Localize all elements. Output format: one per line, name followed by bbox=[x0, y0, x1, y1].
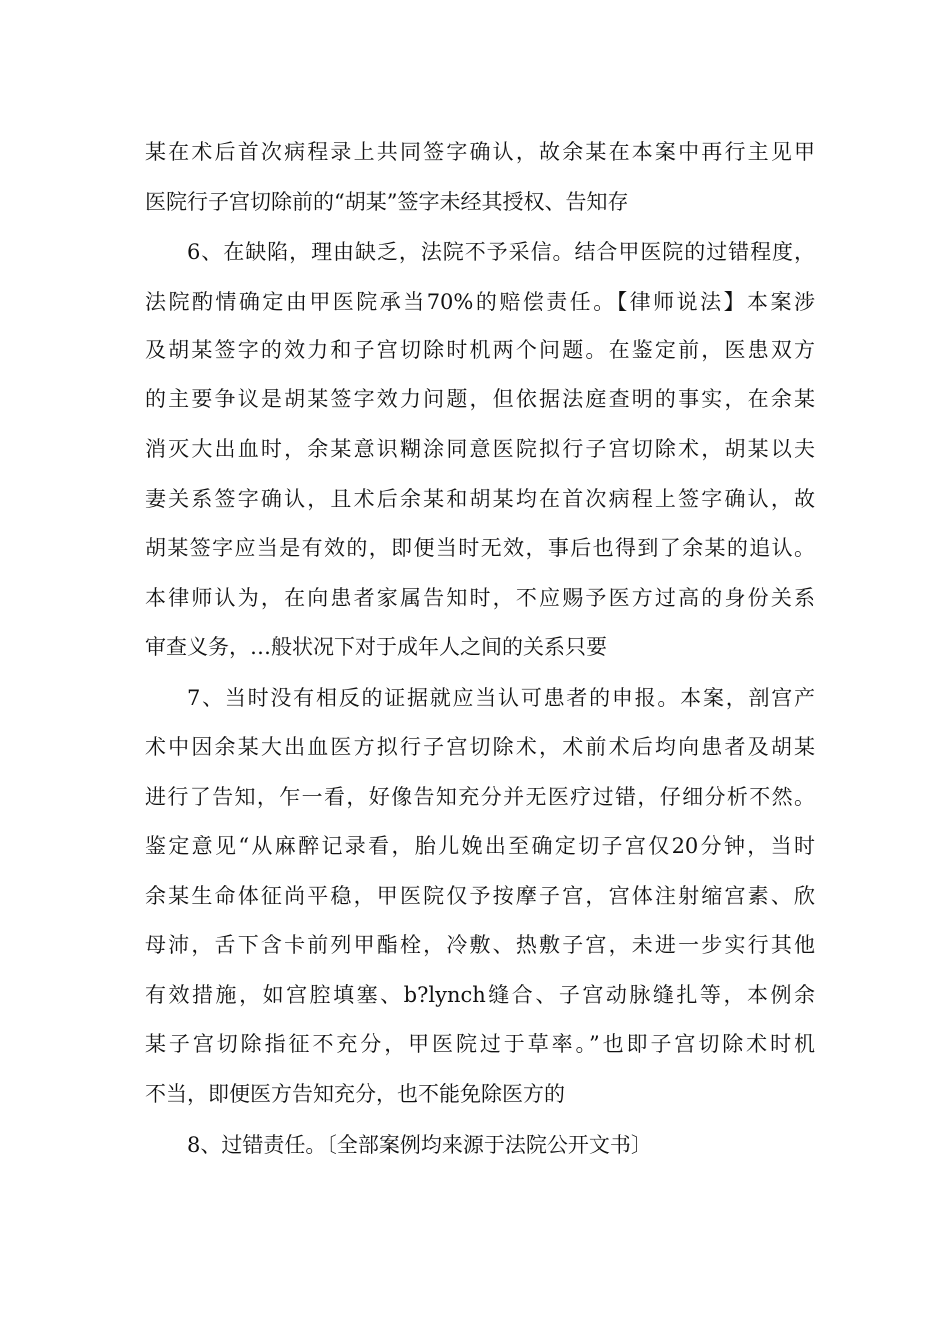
text-line: 某在术后首次病程录上共同签字确认，故余某在本案中再行主见甲 bbox=[145, 140, 815, 164]
text-line: 8、过错责任。〔全部案例均来源于法院公开文书〕 bbox=[187, 1133, 652, 1157]
text-line: 鉴定意见“从麻醉记录看，胎儿娩出至确定切子宫仅20分钟，当时 bbox=[145, 834, 815, 858]
text-line: 本律师认为，在向患者家属告知时，不应赐予医方过高的身份关系 bbox=[145, 586, 815, 610]
text-line: 法院酌情确定由甲医院承当70%的赔偿责任。【律师说法】本案涉 bbox=[145, 290, 815, 314]
text-line: 审查义务，…般状况下对于成年人之间的关系只要 bbox=[145, 635, 607, 659]
text-line: 胡某签字应当是有效的，即便当时无效，事后也得到了余某的追认。 bbox=[145, 536, 815, 560]
text-line: 的主要争议是胡某签字效力问题，但依据法庭查明的事实，在余某 bbox=[145, 387, 815, 411]
text-line: 某子宫切除指征不充分，甲医院过于草率。”也即子宫切除术时机 bbox=[145, 1032, 815, 1056]
text-line: 有效措施，如宫腔填塞、b?lynch缝合、子宫动脉缝扎等，本例余 bbox=[145, 983, 815, 1007]
text-line: 6、在缺陷，理由缺乏，法院不予采信。结合甲医院的过错程度， bbox=[187, 240, 815, 264]
text-line: 进行了告知，乍一看，好像告知充分并无医疗过错，仔细分析不然。 bbox=[145, 785, 815, 809]
text-line: 消灭大出血时，余某意识糊涂同意医院拟行子宫切除术，胡某以夫 bbox=[145, 437, 815, 461]
text-line: 妻关系签字确认，且术后余某和胡某均在首次病程上签字确认，故 bbox=[145, 487, 815, 511]
text-line: 不当，即便医方告知充分，也不能免除医方的 bbox=[145, 1082, 565, 1106]
text-line: 余某生命体征尚平稳，甲医院仅予按摩子宫，宫体注射缩宫素、欣 bbox=[145, 884, 815, 908]
text-line: 及胡某签字的效力和子宫切除时机两个问题。在鉴定前，医患双方 bbox=[145, 338, 815, 362]
text-line: 医院行子宫切除前的“胡某”签字未经其授权、告知存 bbox=[145, 190, 629, 214]
text-line: 母沛，舌下含卡前列甲酯栓，冷敷、热敷子宫，未进一步实行其他 bbox=[145, 933, 815, 957]
text-line: 术中因余某大出血医方拟行子宫切除术，术前术后均向患者及胡某 bbox=[145, 735, 815, 759]
text-line: 7、当时没有相反的证据就应当认可患者的申报。本案，剖宫产 bbox=[187, 686, 815, 710]
